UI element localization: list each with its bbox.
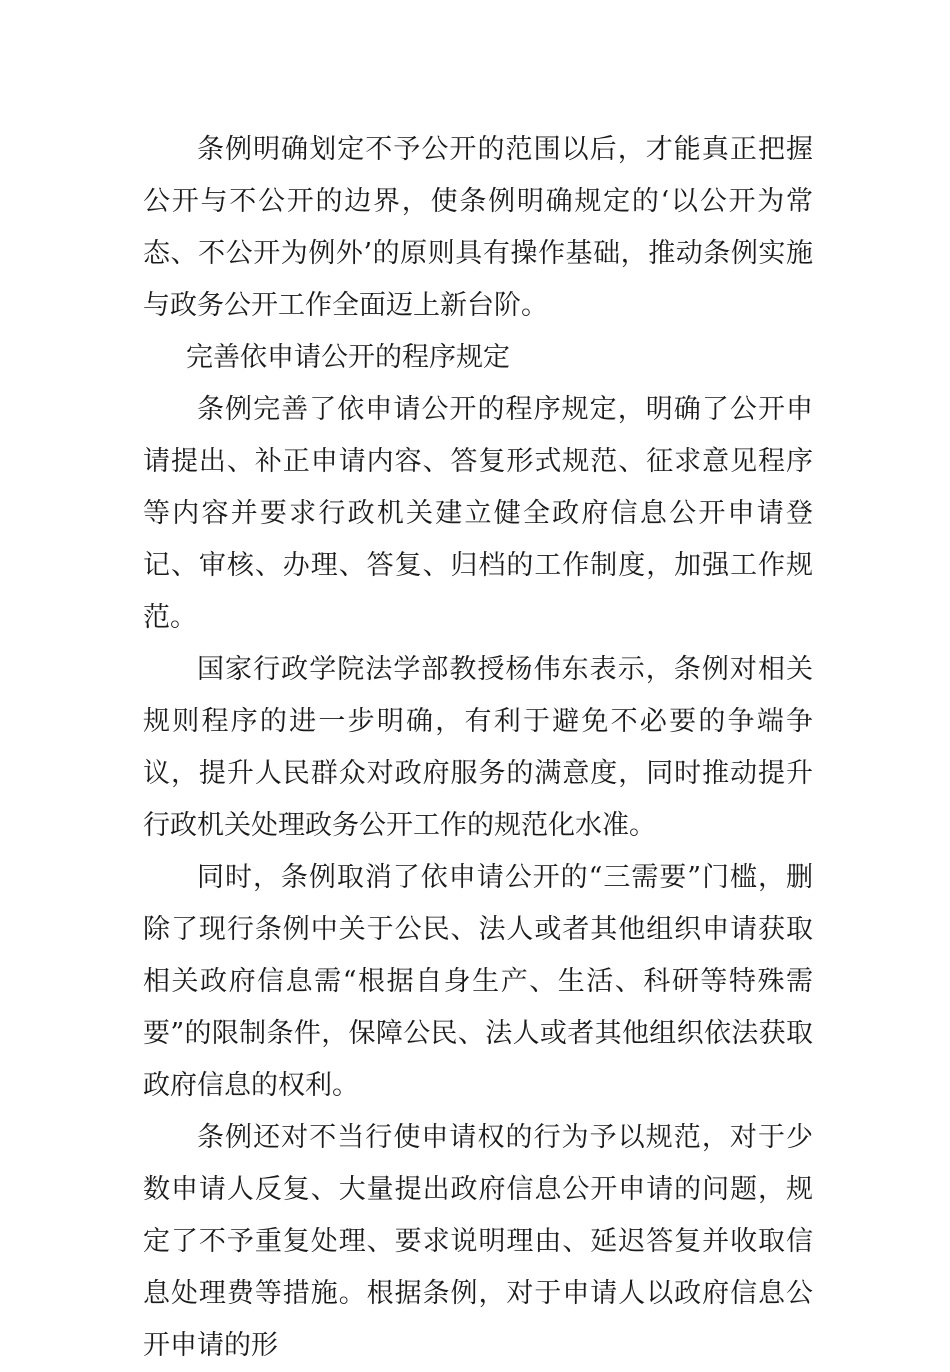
paragraph-three-needs-threshold: 同时，条例取消了依申请公开的“三需要”门槛，删除了现行条例中关于公民、法人或者其他组织申请获取相关政府信息需“根据自身生产、生活、科研等特殊需要”的限制条件，保障公民、法人或者其他组织依法获取政府信息的权利。 (143, 862, 813, 1101)
paragraph-scope-boundary: 条例明确划定不予公开的范围以后，才能真正把握公开与不公开的边界，使条例明确规定的‘以公开为常态、不公开为例外’的原则具有操作基础，推动条例实施与政务公开工作全面迈上新台阶。 (143, 134, 813, 321)
paragraph-expert-comment: 国家行政学院法学部教授杨伟东表示，条例对相关规则程序的进一步明确，有利于避免不必要的争端争议，提升人民群众对政府服务的满意度，同时推动提升行政机关处理政务公开工作的规范化水准。 (143, 654, 813, 841)
paragraph-procedure-rules: 条例完善了依申请公开的程序规定，明确了公开申请提出、补正申请内容、答复形式规范、征求意见程序等内容并要求行政机关建立健全政府信息公开申请登记、审核、办理、答复、归档的工作制度，加强工作规范。 (143, 394, 813, 633)
section-heading: 完善依申请公开的程序规定 (186, 342, 510, 373)
paragraph-improper-requests: 条例还对不当行使申请权的行为予以规范，对于少数申请人反复、大量提出政府信息公开申请的问题，规定了不予重复处理、要求说明理由、延迟答复并收取信息处理费等措施。根据条例，对于申请人以政府信息公开申请的形 (143, 1122, 813, 1361)
document-body (143, 124, 813, 1372)
